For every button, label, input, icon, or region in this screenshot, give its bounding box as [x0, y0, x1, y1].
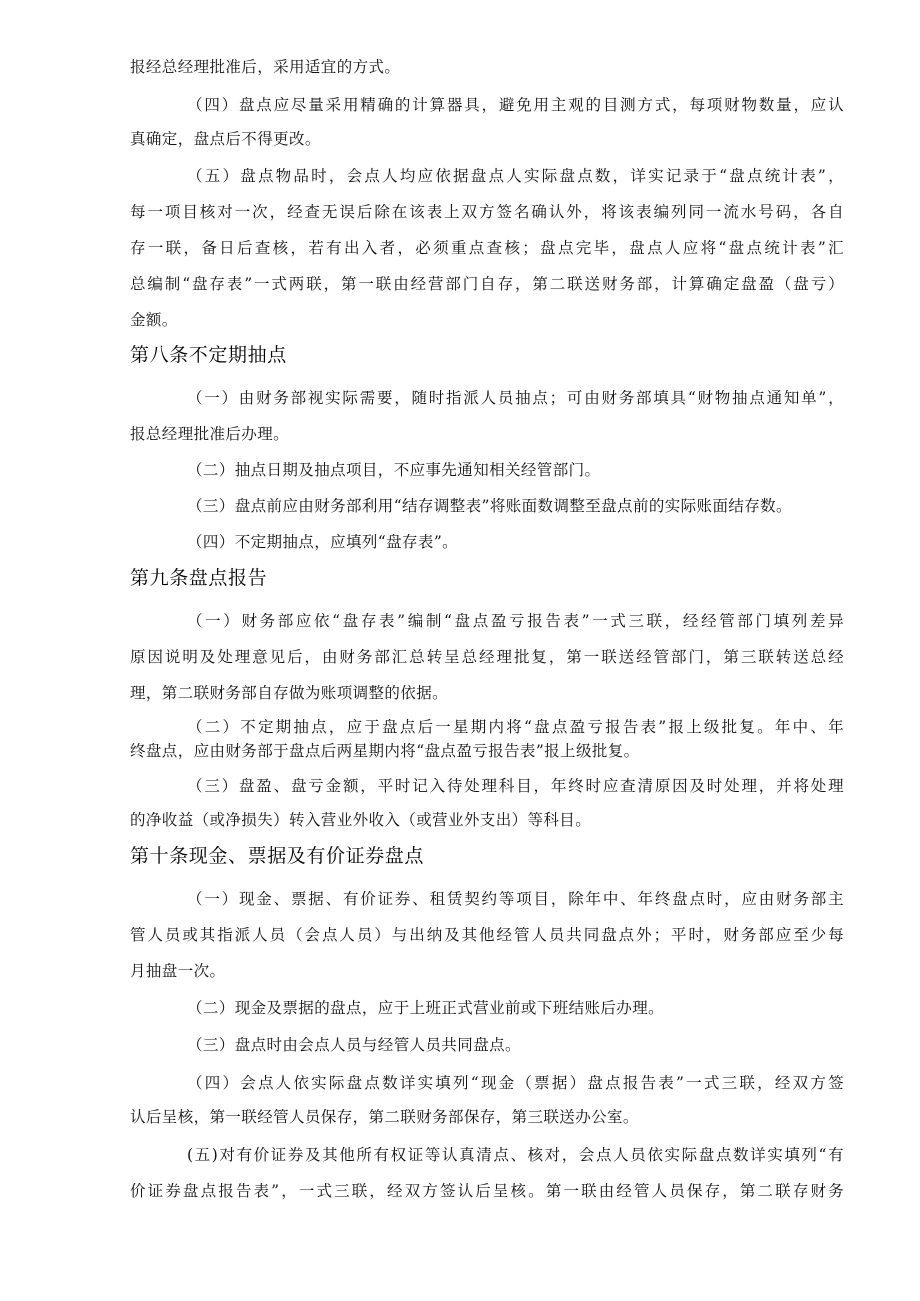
paragraph-line: （二）不定期抽点，应于盘点后一星期内将“盘点盈亏报告表”报上级批复。年中、年: [187, 718, 844, 736]
article-8-heading: 第八条不定期抽点: [130, 344, 287, 366]
paragraph-line: （五）盘点物品时，会点人均应依据盘点人实际盘点数，详实记录于“盘点统计表”，: [187, 167, 844, 185]
paragraph-line: （一）财务部应依“盘存表”编制“盘点盈亏报告表”一式三联，经经管部门填列差异: [187, 612, 844, 630]
paragraph-line: （一）现金、票据、有价证券、租赁契约等项目，除年中、年终盘点时，应由财务部主: [187, 890, 844, 908]
article-9-heading: 第九条盘点报告: [130, 567, 268, 589]
paragraph-line: 真确定，盘点后不得更改。: [130, 130, 321, 148]
paragraph-line: 原因说明及处理意见后，由财务部汇总转呈总经理批复，第一联送经管部门，第三联转送总经: [130, 648, 844, 666]
paragraph-line: 终盘点，应由财务部于盘点后两星期内将“盘点盈亏报告表”报上级批复。: [130, 742, 640, 760]
paragraph-line: （四）不定期抽点，应填列“盘存表”。: [187, 533, 459, 551]
paragraph-line: （三）盘点前应由财务部利用“结存调整表”将账面数调整至盘点前的实际账面结存数。: [187, 497, 792, 515]
paragraph-line: 理，第二联财务部自存做为账项调整的依据。: [130, 684, 449, 702]
paragraph-line: 存一联，备日后查核，若有出入者，必须重点查核；盘点完毕，盘点人应将“盘点统计表”汇: [130, 239, 844, 257]
paragraph-line: 的净收益（或净损失）转入营业外收入（或营业外支出）等科目。: [130, 811, 592, 829]
paragraph-line: 报总经理批准后办理。: [130, 425, 290, 443]
paragraph-line: （三）盘盈、盘亏金额，平时记入待处理科目，年终时应查清原因及时处理，并将处理: [187, 777, 844, 795]
paragraph-line: 报经总经理批准后，采用适宜的方式。: [130, 58, 401, 76]
paragraph-line: （四）盘点应尽量采用精确的计算器具，避免用主观的目测方式，每项财物数量，应认: [187, 96, 844, 114]
paragraph-line: 管人员或其指派人员（会点人员）与出纳及其他经管人员共同盘点外；平时，财务部应至少每: [130, 926, 844, 944]
paragraph-line: 总编制“盘存表”一式两联，第一联由经营部门自存，第二联送财务部，计算确定盘盈（盘亏）: [130, 275, 844, 293]
paragraph-line: （三）盘点时由会点人员与经管人员共同盘点。: [187, 1036, 521, 1054]
paragraph-line: （二）抽点日期及抽点项目，不应事先通知相关经管部门。: [187, 461, 601, 479]
article-10-heading: 第十条现金、票据及有价证券盘点: [130, 845, 425, 867]
paragraph-line: 金额。: [130, 311, 178, 329]
paragraph-line: 价证券盘点报告表”，一式三联，经双方签认后呈核。第一联由经管人员保存，第二联存财务: [130, 1182, 844, 1200]
paragraph-line: （二）现金及票据的盘点，应于上班正式营业前或下班结账后办理。: [187, 999, 665, 1017]
paragraph-line: 每一项目核对一次，经查无误后除在该表上双方签名确认外，将该表编列同一流水号码，各自: [130, 203, 844, 221]
paragraph-line: (五)对有价证券及其他所有权证等认真清点、核对，会点人员依实际盘点数详实填列“有: [187, 1146, 844, 1164]
paragraph-line: （四）会点人依实际盘点数详实填列“现金（票据）盘点报告表”一式三联，经双方签: [187, 1074, 844, 1092]
paragraph-line: （一）由财务部视实际需要，随时指派人员抽点；可由财务部填具“财物抽点通知单”，: [187, 389, 844, 407]
paragraph-line: 月抽盘一次。: [130, 962, 226, 980]
paragraph-line: 认后呈核，第一联经管人员保存，第二联财务部保存，第三联送办公室。: [130, 1108, 639, 1126]
